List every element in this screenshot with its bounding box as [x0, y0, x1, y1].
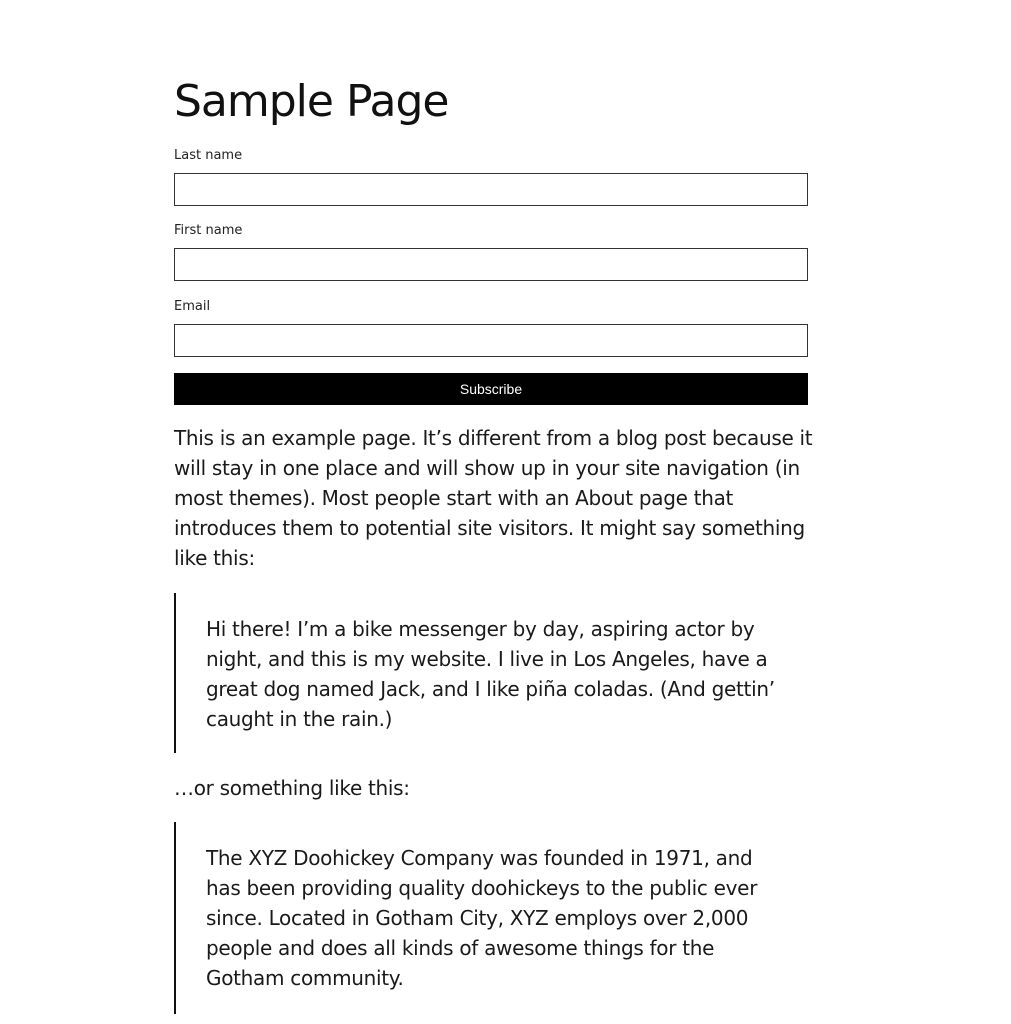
last-name-label: Last name — [174, 148, 243, 163]
last-name-input[interactable] — [174, 173, 808, 206]
first-name-input[interactable] — [174, 248, 808, 281]
intro-paragraph: This is an example page. It’s different from a blog post because it will stay in one place and will show up in your site navigation (in most themes). Most people start with an About page that introduces them to potential site visitors. It might say something like this: — [174, 426, 813, 570]
quote-doohickey-company — [174, 822, 808, 1014]
subscribe-button[interactable]: Subscribe — [174, 373, 808, 405]
quote-bike-messenger — [174, 593, 808, 753]
quote-text: Hi there! I’m a bike messenger by day, aspiring actor by night, and this is my website. I live in Los Angeles, have a great dog named Jack, and I like piña coladas. (And gettin’ caught in the rain.) — [206, 617, 775, 731]
first-name-label: First name — [174, 223, 243, 238]
email-label: Email — [174, 299, 211, 314]
page-title: Sample Page — [174, 76, 449, 127]
transition-paragraph: …or something like this: — [174, 776, 410, 800]
quote-text: The XYZ Doohickey Company was founded in 1971, and has been providing quality doohickeys to the public ever since. Located in Gotham City, XYZ employs over 2,000 people and does all kinds of awesome things for the Gotham community. — [206, 846, 758, 990]
email-input[interactable] — [174, 324, 808, 357]
